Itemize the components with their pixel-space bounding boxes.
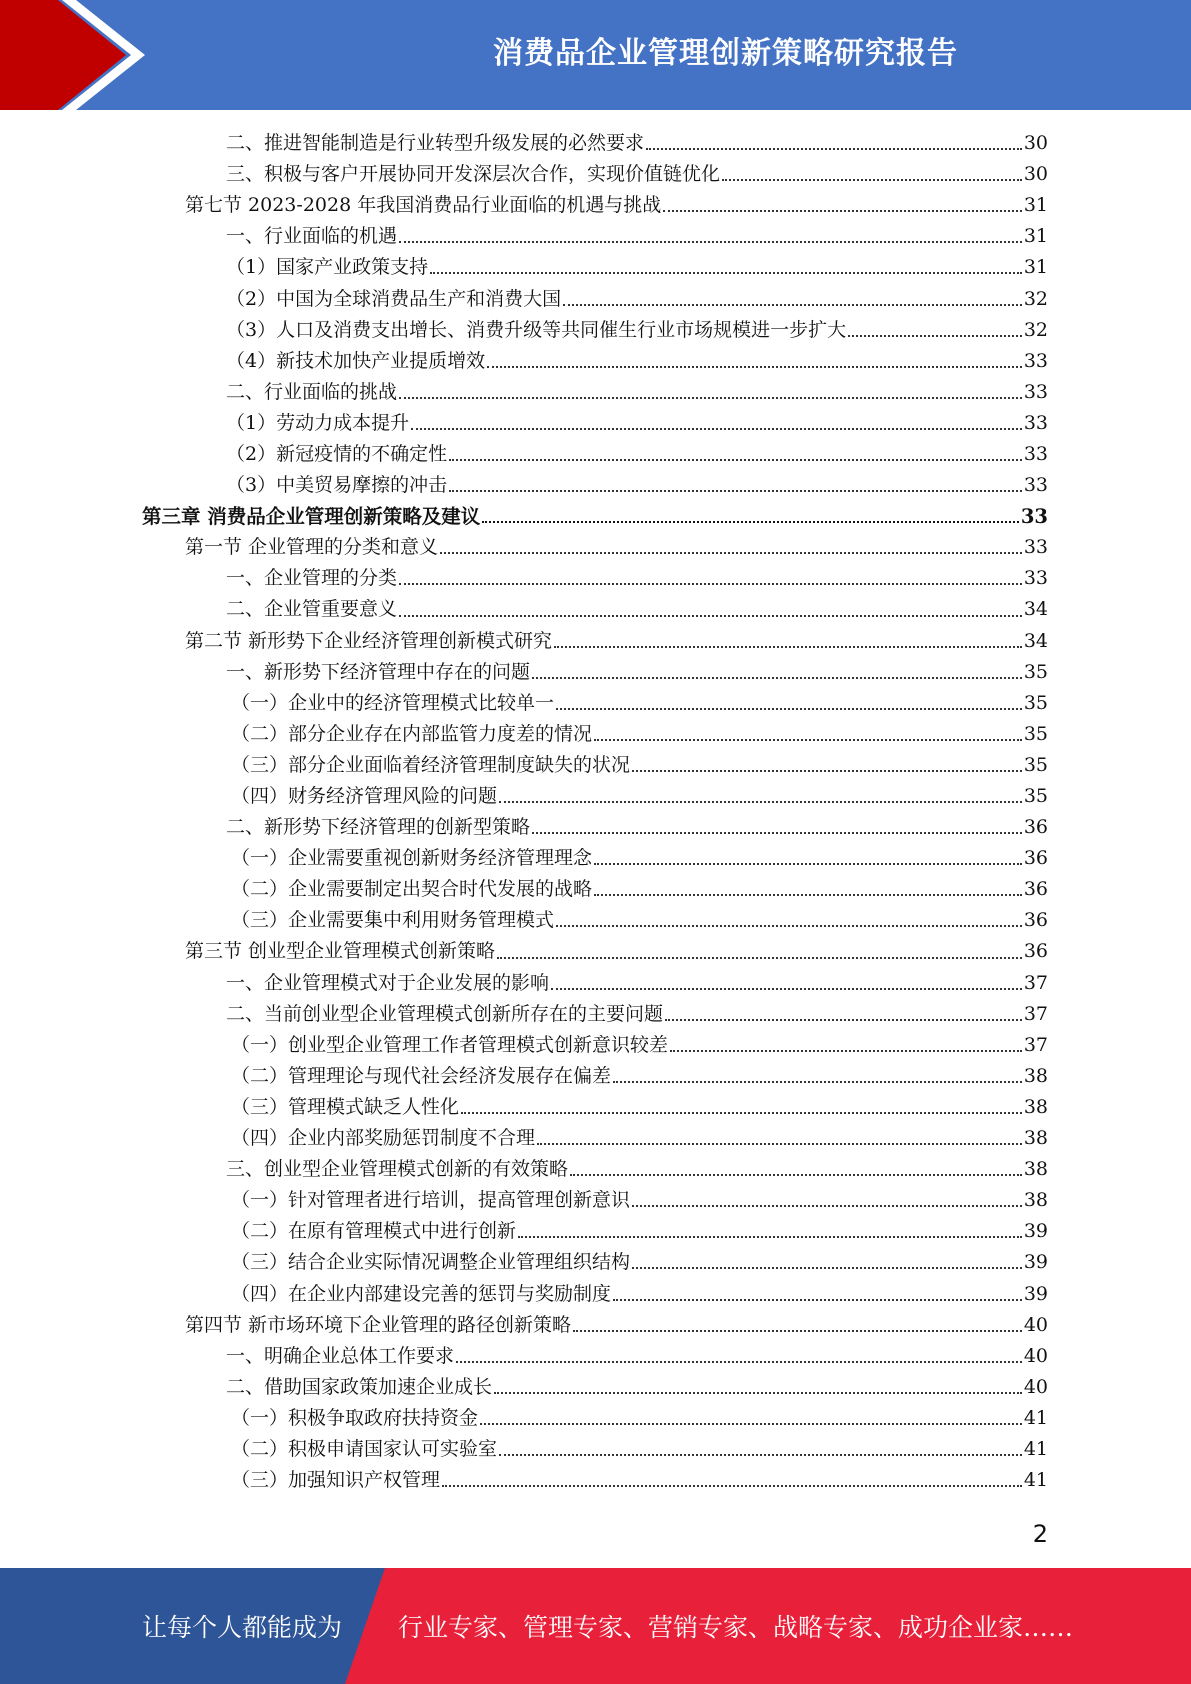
- toc-entry-label: 一、新形势下经济管理中存在的问题: [226, 660, 531, 683]
- toc-entry-label: （三）结合企业实际情况调整企业管理组织结构: [231, 1251, 631, 1274]
- toc-dot-leader: [497, 956, 1022, 959]
- toc-entry[interactable]: [0, 968, 1191, 999]
- toc-dot-leader: [537, 1142, 1022, 1145]
- toc-dot-leader: [665, 1018, 1022, 1021]
- page-header: [0, 0, 1191, 110]
- toc-entry-page: 40: [1023, 1344, 1048, 1367]
- toc-dot-leader: [399, 614, 1022, 617]
- toc-entry-page: 38: [1023, 1158, 1048, 1181]
- toc-entry-label: （二）管理理论与现代社会经济发展存在偏差: [231, 1064, 612, 1087]
- toc-entry-label: 第七节 2023-2028 年我国消费品行业面临的机遇与挑战: [185, 194, 662, 217]
- toc-entry-label: （一）积极争取政府扶持资金: [231, 1406, 479, 1429]
- toc-dot-leader: [632, 1204, 1022, 1207]
- toc-entry-page: 37: [1023, 1002, 1048, 1025]
- toc-dot-leader: [456, 1360, 1022, 1363]
- toc-entry[interactable]: [0, 252, 1191, 283]
- toc-entry[interactable]: [0, 221, 1191, 252]
- toc-entry-page: 37: [1023, 971, 1048, 994]
- toc-entry-page: 38: [1023, 1189, 1048, 1212]
- toc-entry-page: 33: [1023, 349, 1048, 372]
- toc-entry[interactable]: [0, 1372, 1191, 1403]
- toc-entry[interactable]: [0, 936, 1191, 967]
- toc-entry-page: 41: [1023, 1406, 1048, 1429]
- toc-entry-page: 33: [1023, 536, 1048, 559]
- toc-dot-leader: [646, 147, 1022, 150]
- toc-dot-leader: [480, 1422, 1022, 1425]
- toc-dot-leader: [449, 489, 1022, 492]
- toc-dot-leader: [494, 1391, 1022, 1394]
- toc-dot-leader: [551, 987, 1022, 990]
- toc-entry[interactable]: [0, 1341, 1191, 1372]
- toc-dot-leader: [594, 738, 1022, 741]
- toc-entry-label: 第四节 新市场环境下企业管理的路径创新策略: [185, 1313, 572, 1336]
- toc-dot-leader: [613, 1080, 1022, 1083]
- toc-entry-page: 30: [1023, 132, 1048, 155]
- toc-dot-leader: [573, 1329, 1022, 1332]
- toc-entry[interactable]: [0, 408, 1191, 439]
- toc-entry[interactable]: [0, 781, 1191, 812]
- page-number: 2: [1032, 1520, 1048, 1548]
- toc-entry-page: 32: [1023, 318, 1048, 341]
- toc-entry-label: （4）新技术加快产业提质增效: [226, 349, 486, 372]
- toc-entry-label: （三）加强知识产权管理: [231, 1469, 441, 1492]
- toc-entry-label: 一、企业管理的分类: [226, 567, 398, 590]
- toc-entry-page: 33: [1023, 474, 1048, 497]
- toc-dot-leader: [532, 676, 1022, 679]
- toc-entry-page: 40: [1023, 1313, 1048, 1336]
- toc-entry-page: 33: [1023, 411, 1048, 434]
- toc-entry-page: 33: [1023, 567, 1048, 590]
- toc-entry-page: 36: [1023, 909, 1048, 932]
- toc-entry[interactable]: [0, 346, 1191, 377]
- toc-entry[interactable]: [0, 905, 1191, 936]
- toc-entry-label: 三、积极与客户开展协同开发深层次合作，实现价值链优化: [226, 163, 721, 186]
- toc-dot-leader: [632, 769, 1022, 772]
- toc-entry-label: （3）人口及消费支出增长、消费升级等共同催生行业市场规模进一步扩大: [226, 318, 847, 341]
- toc-entry-page: 38: [1023, 1127, 1048, 1150]
- toc-entry-label: 三、创业型企业管理模式创新的有效策略: [226, 1158, 569, 1181]
- toc-entry-label: （一）针对管理者进行培训，提高管理创新意识: [231, 1189, 631, 1212]
- toc-entry[interactable]: [0, 1465, 1191, 1496]
- toc-entry[interactable]: [0, 1278, 1191, 1309]
- table-of-contents: [0, 128, 1191, 1496]
- toc-entry[interactable]: [0, 657, 1191, 688]
- toc-entry-label: （三）部分企业面临着经济管理制度缺失的状况: [231, 753, 631, 776]
- toc-entry-page: 35: [1023, 691, 1048, 714]
- toc-entry-page: 33: [1020, 505, 1048, 529]
- toc-dot-leader: [556, 924, 1022, 927]
- toc-entry-label: （1）劳动力成本提升: [226, 411, 410, 434]
- toc-entry[interactable]: [0, 1216, 1191, 1247]
- toc-entry-page: 31: [1023, 256, 1048, 279]
- toc-dot-leader: [487, 365, 1022, 368]
- toc-entry-label: （二）部分企业存在内部监管力度差的情况: [231, 722, 593, 745]
- toc-entry-label: （二）企业需要制定出契合时代发展的战略: [231, 878, 593, 901]
- toc-entry-page: 33: [1023, 380, 1048, 403]
- toc-entry[interactable]: [0, 1061, 1191, 1092]
- toc-entry[interactable]: [0, 1123, 1191, 1154]
- toc-entry-page: 31: [1023, 194, 1048, 217]
- toc-entry-page: 39: [1023, 1282, 1048, 1305]
- toc-dot-leader: [570, 1173, 1022, 1176]
- toc-entry-label: （三）管理模式缺乏人性化: [231, 1095, 460, 1118]
- toc-entry-label: 一、行业面临的机遇: [226, 225, 398, 248]
- toc-entry-page: 41: [1023, 1437, 1048, 1460]
- toc-entry-label: （2）新冠疫情的不确定性: [226, 442, 448, 465]
- toc-dot-leader: [518, 1235, 1022, 1238]
- toc-entry[interactable]: [0, 159, 1191, 190]
- toc-dot-leader: [399, 582, 1022, 585]
- toc-dot-leader: [430, 271, 1022, 274]
- toc-dot-leader: [563, 303, 1022, 306]
- toc-dot-leader: [399, 240, 1022, 243]
- toc-dot-leader: [411, 427, 1022, 430]
- toc-entry[interactable]: [0, 283, 1191, 314]
- toc-entry[interactable]: [0, 532, 1191, 563]
- toc-entry-label: （一）企业中的经济管理模式比较单一: [231, 691, 555, 714]
- toc-dot-leader: [442, 1484, 1022, 1487]
- toc-entry[interactable]: [0, 719, 1191, 750]
- toc-entry[interactable]: [0, 843, 1191, 874]
- toc-entry-page: 36: [1023, 940, 1048, 963]
- toc-entry[interactable]: [0, 128, 1191, 159]
- toc-dot-leader: [594, 862, 1022, 865]
- toc-entry[interactable]: [0, 812, 1191, 843]
- toc-entry-page: 35: [1023, 722, 1048, 745]
- toc-entry-label: 二、新形势下经济管理的创新型策略: [226, 816, 531, 839]
- toc-entry-page: 36: [1023, 847, 1048, 870]
- toc-entry-page: 36: [1023, 816, 1048, 839]
- toc-entry-page: 38: [1023, 1064, 1048, 1087]
- toc-entry-label: 第二节 新形势下企业经济管理创新模式研究: [185, 629, 553, 652]
- toc-entry-page: 35: [1023, 660, 1048, 683]
- toc-entry-label: （四）财务经济管理风险的问题: [231, 785, 498, 808]
- toc-dot-leader: [461, 1111, 1022, 1114]
- toc-entry[interactable]: [0, 439, 1191, 470]
- toc-dot-leader: [449, 458, 1022, 461]
- toc-entry[interactable]: [0, 1154, 1191, 1185]
- toc-dot-leader: [499, 800, 1022, 803]
- toc-entry-label: 第一节 企业管理的分类和意义: [185, 536, 439, 559]
- toc-entry[interactable]: [0, 377, 1191, 408]
- toc-entry-page: 35: [1023, 785, 1048, 808]
- report-title: 消费品企业管理创新策略研究报告: [493, 36, 958, 71]
- toc-dot-leader: [848, 334, 1022, 337]
- toc-dot-leader: [722, 178, 1022, 181]
- toc-dot-leader: [499, 1453, 1022, 1456]
- toc-entry-page: 35: [1023, 753, 1048, 776]
- toc-entry-page: 41: [1023, 1469, 1048, 1492]
- toc-entry-page: 30: [1023, 163, 1048, 186]
- toc-entry-page: 32: [1023, 287, 1048, 310]
- toc-dot-leader: [670, 1049, 1022, 1052]
- toc-entry-label: （二）在原有管理模式中进行创新: [231, 1220, 517, 1243]
- toc-entry-label: 一、明确企业总体工作要求: [226, 1344, 455, 1367]
- footer-slogan-right: 行业专家、管理专家、营销专家、战略专家、成功企业家……: [398, 1613, 1074, 1642]
- toc-entry-label: （四）在企业内部建设完善的惩罚与奖励制度: [231, 1282, 612, 1305]
- toc-entry-page: 40: [1023, 1375, 1048, 1398]
- toc-entry[interactable]: [0, 1403, 1191, 1434]
- toc-dot-leader: [440, 551, 1022, 554]
- toc-dot-leader: [663, 209, 1022, 212]
- toc-entry-label: （一）创业型企业管理工作者管理模式创新意识较差: [231, 1033, 669, 1056]
- toc-entry[interactable]: [0, 1185, 1191, 1216]
- toc-dot-leader: [556, 707, 1022, 710]
- toc-entry-page: 33: [1023, 442, 1048, 465]
- toc-entry-label: 二、当前创业型企业管理模式创新所存在的主要问题: [226, 1002, 664, 1025]
- toc-entry-label: （1）国家产业政策支持: [226, 256, 429, 279]
- toc-entry-page: 31: [1023, 225, 1048, 248]
- toc-dot-leader: [532, 831, 1022, 834]
- toc-entry[interactable]: [0, 688, 1191, 719]
- toc-entry[interactable]: [0, 501, 1191, 532]
- header-chevron-icon: [0, 0, 160, 110]
- footer-slogan-left: 让每个人都能成为: [142, 1613, 343, 1642]
- toc-entry-label: 第三章 消费品企业管理创新策略及建议: [142, 505, 481, 529]
- toc-dot-leader: [482, 520, 1019, 523]
- toc-entry-page: 34: [1023, 629, 1048, 652]
- toc-entry[interactable]: [0, 315, 1191, 346]
- toc-entry-label: （一）企业需要重视创新财务经济管理理念: [231, 847, 593, 870]
- toc-entry-label: 二、借助国家政策加速企业成长: [226, 1375, 493, 1398]
- toc-entry[interactable]: [0, 1434, 1191, 1465]
- toc-entry-label: （3）中美贸易摩擦的冲击: [226, 474, 448, 497]
- toc-entry-label: （二）积极申请国家认可实验室: [231, 1437, 498, 1460]
- toc-entry[interactable]: [0, 1092, 1191, 1123]
- toc-entry-page: 36: [1023, 878, 1048, 901]
- toc-entry-label: （2）中国为全球消费品生产和消费大国: [226, 287, 562, 310]
- toc-entry-label: 二、推进智能制造是行业转型升级发展的必然要求: [226, 132, 645, 155]
- toc-entry-label: 二、企业管重要意义: [226, 598, 398, 621]
- page-footer: [0, 1568, 1191, 1684]
- toc-entry[interactable]: [0, 1247, 1191, 1278]
- toc-entry-label: 二、行业面临的挑战: [226, 380, 398, 403]
- toc-entry[interactable]: [0, 1310, 1191, 1341]
- toc-entry[interactable]: [0, 626, 1191, 657]
- toc-entry-label: 第三节 创业型企业管理模式创新策略: [185, 940, 496, 963]
- toc-entry[interactable]: [0, 190, 1191, 221]
- toc-entry-page: 39: [1023, 1251, 1048, 1274]
- toc-dot-leader: [554, 645, 1022, 648]
- toc-entry-page: 38: [1023, 1095, 1048, 1118]
- toc-entry[interactable]: [0, 594, 1191, 625]
- toc-entry-page: 37: [1023, 1033, 1048, 1056]
- toc-entry-page: 39: [1023, 1220, 1048, 1243]
- toc-dot-leader: [594, 893, 1022, 896]
- toc-entry[interactable]: [0, 750, 1191, 781]
- toc-entry-page: 34: [1023, 598, 1048, 621]
- toc-dot-leader: [613, 1298, 1022, 1301]
- toc-entry[interactable]: [0, 1030, 1191, 1061]
- toc-entry-label: （三）企业需要集中利用财务管理模式: [231, 909, 555, 932]
- toc-dot-leader: [632, 1266, 1022, 1269]
- toc-entry[interactable]: [0, 999, 1191, 1030]
- toc-entry[interactable]: [0, 563, 1191, 594]
- toc-entry[interactable]: [0, 874, 1191, 905]
- toc-dot-leader: [399, 396, 1022, 399]
- toc-entry-label: 一、企业管理模式对于企业发展的影响: [226, 971, 550, 994]
- toc-entry-label: （四）企业内部奖励惩罚制度不合理: [231, 1127, 536, 1150]
- toc-entry[interactable]: [0, 470, 1191, 501]
